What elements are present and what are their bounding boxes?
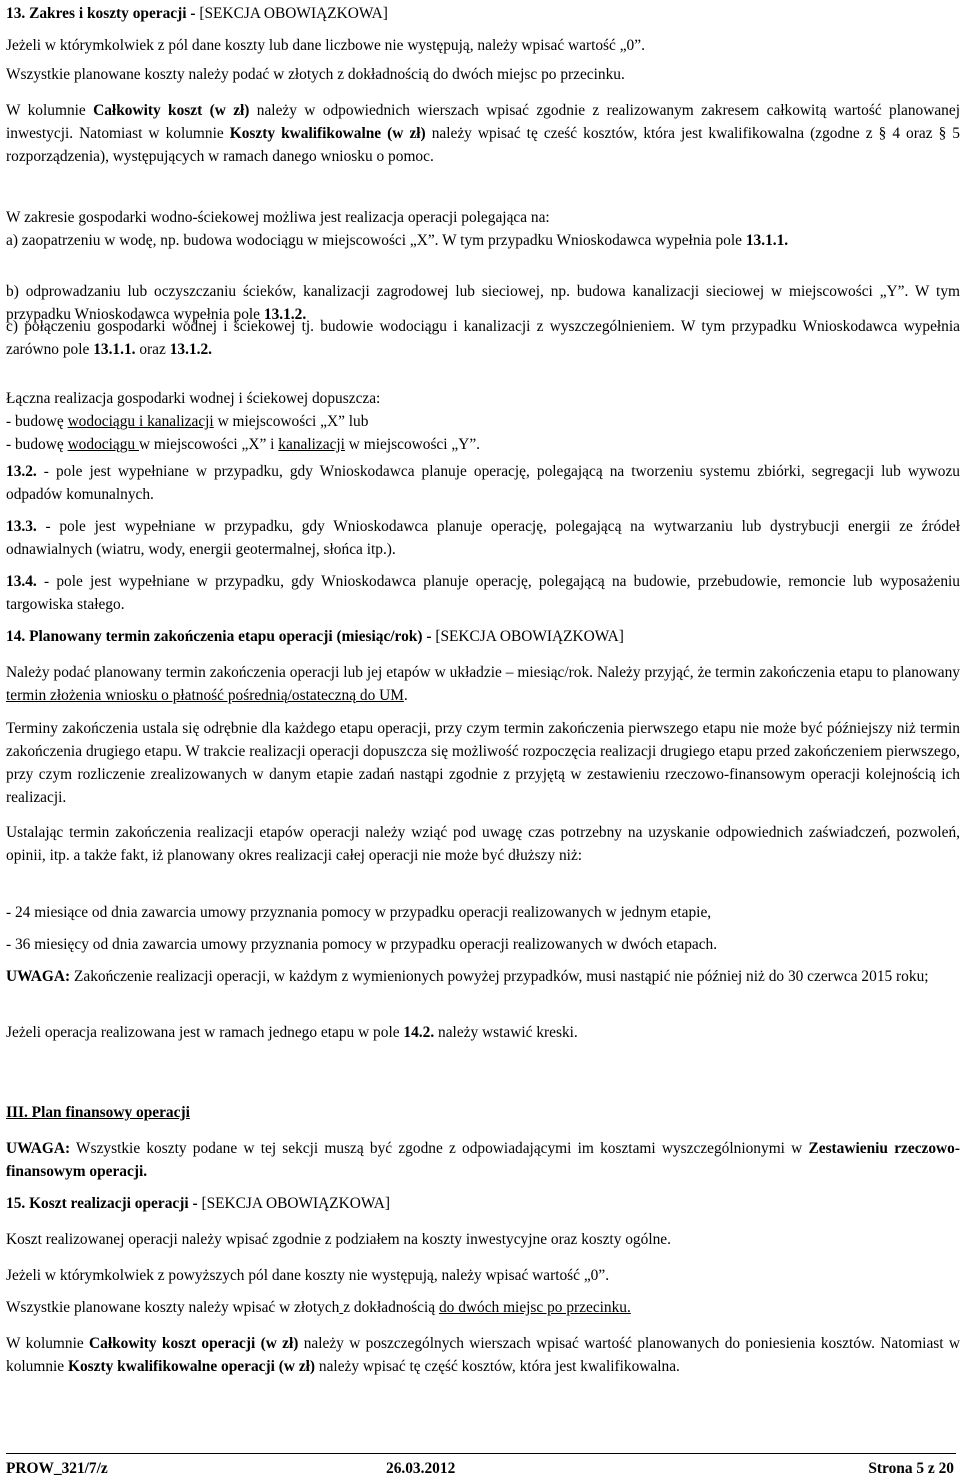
section-13-heading: 13. Zakres i koszty operacji - [SEKCJA OBOWIĄZKOWA]	[6, 5, 388, 22]
paragraph: Należy podać planowany termin zakończenia operacji lub jej etapów w układzie – miesiąc/rok. Należy przyjąć, że termin zakończenia etapu to planowany termin złożenia wniosku o płatność pośrednią/ostateczną do UM.	[6, 664, 960, 704]
paragraph: Jeżeli w którymkolwiek z pól dane koszty lub dane liczbowe nie występują, należy wpisać wartość „0”.	[6, 37, 645, 54]
footer-date: 26.03.2012	[386, 1460, 456, 1477]
section-14-heading: 14. Planowany termin zakończenia etapu operacji (miesiąc/rok) - [SEKCJA OBOWIĄZKOWA]	[6, 628, 624, 645]
footer-form-code: PROW_321/7/z	[6, 1460, 108, 1477]
paragraph: Jeżeli w którymkolwiek z powyższych pól dane koszty nie występują, należy wpisać wartość „0”.	[6, 1267, 610, 1284]
paragraph: W kolumnie Całkowity koszt (w zł) należy w odpowiednich wierszach wpisać zgodnie z realizowanym zakresem całkowitą wartość planowanej inwestycji. Natomiast w kolumnie Koszty kwalifikowalne (w zł) należy wpisać tę cześć kosztów, która jest kwalifikowalna (zgodne z § 4 oraz § 5 rozporządzenia), występujących w ramach danego wniosku o pomoc.	[6, 102, 960, 165]
section-15-heading: 15. Koszt realizacji operacji - [SEKCJA OBOWIĄZKOWA]	[6, 1195, 390, 1212]
warning-paragraph: UWAGA: Zakończenie realizacji operacji, w każdym z wymienionych powyżej przypadków, musi nastąpić nie później niż do 30 czerwca 2015 roku;	[6, 968, 929, 985]
warning-paragraph: UWAGA: Wszystkie koszty podane w tej sekcji muszą być zgodne z odpowiadającymi im kosztami wyszczególnionymi w Zestawieniu rzeczowo-finansowym operacji.	[6, 1140, 960, 1180]
paragraph: Wszystkie planowane koszty należy podać w złotych z dokładnością do dwóch miejsc po przecinku.	[6, 66, 625, 83]
list-item: - budowę wodociągu i kanalizacji w miejscowości „X” lub	[6, 413, 369, 430]
footer-divider	[6, 1453, 956, 1454]
paragraph: Wszystkie planowane koszty należy wpisać w złotych z dokładnością do dwóch miejsc po przecinku.	[6, 1299, 631, 1316]
paragraph: W zakresie gospodarki wodno-ściekowej możliwa jest realizacja operacji polegająca na:	[6, 209, 550, 226]
list-item: b) odprowadzaniu lub oczyszczaniu ścieków, kanalizacji zagrodowej lub sieciowej, np. budowa kanalizacji sieciowej w miejscowości „Y”. W tym przypadku Wnioskodawca wypełnia pole 13.1.2.	[6, 283, 960, 323]
list-item: a) zaopatrzeniu w wodę, np. budowa wodociągu w miejscowości „X”. W tym przypadku Wnioskodawca wypełnia pole 13.1.1.	[6, 232, 789, 249]
list-item: - 36 miesięcy od dnia zawarcia umowy przyznania pomocy w przypadku operacji realizowanych w dwóch etapach.	[6, 936, 718, 953]
list-item: c) połączeniu gospodarki wodnej i ściekowej tj. budowie wodociągu i kanalizacji z wyszczególnieniem. W tym przypadku Wnioskodawca wypełnia zarówno pole 13.1.1. oraz 13.1.2.	[6, 318, 960, 358]
list-item: - budowę wodociągu w miejscowości „X” i kanalizacji w miejscowości „Y”.	[6, 436, 481, 453]
paragraph: 13.4. - pole jest wypełniane w przypadku, gdy Wnioskodawca planuje operację, polegającą na budowie, przebudowie, remoncie lub wyposażeniu targowiska stałego.	[6, 573, 960, 613]
paragraph: 13.2. - pole jest wypełniane w przypadku, gdy Wnioskodawca planuje operację, polegającą na tworzeniu systemu zbiórki, segregacji lub wywozu odpadów komunalnych.	[6, 463, 960, 503]
paragraph: Terminy zakończenia ustala się odrębnie dla każdego etapu operacji, przy czym termin zakończenia pierwszego etapu nie może być późniejszy niż termin zakończenia drugiego etapu. W trakcie realizacji operacji dopuszcza się możliwość rozpoczęcia realizacji drugiego etapu przed zakończeniem pierwszego, przy czym rozliczenie zrealizowanych w danym etapie zadań nastąpi zgodnie z przyjętą w zestawieniu rzeczowo-finansowym operacji kolejnością ich realizacji.	[6, 720, 960, 806]
paragraph: Ustalając termin zakończenia realizacji etapów operacji należy wziąć pod uwagę czas potrzebny na uzyskanie odpowiednich zaświadczeń, pozwoleń, opinii, itp. a także fakt, iż planowany okres realizacji całej operacji nie może być dłuższy niż:	[6, 824, 960, 864]
section-iii-heading: III. Plan finansowy operacji	[6, 1104, 190, 1121]
paragraph: 13.3. - pole jest wypełniane w przypadku, gdy Wnioskodawca planuje operację, polegającą na wytwarzaniu lub dystrybucji energii ze źródeł odnawialnych (wiatru, wody, energii geotermalnej, słońca itp.).	[6, 518, 960, 558]
paragraph: W kolumnie Całkowity koszt operacji (w zł) należy w poszczególnych wierszach wpisać wartość planowanych do poniesienia kosztów. Natomiast w kolumnie Koszty kwalifikowalne operacji (w zł) należy wpisać tę część kosztów, która jest kwalifikowalna.	[6, 1335, 960, 1375]
paragraph: Jeżeli operacja realizowana jest w ramach jednego etapu w pole 14.2. należy wstawić kreski.	[6, 1024, 578, 1041]
list-item: - 24 miesiące od dnia zawarcia umowy przyznania pomocy w przypadku operacji realizowanych w jednym etapie,	[6, 904, 712, 921]
paragraph: Łączna realizacja gospodarki wodnej i ściekowej dopuszcza:	[6, 390, 381, 407]
paragraph: Koszt realizowanej operacji należy wpisać zgodnie z podziałem na koszty inwestycyjne oraz koszty ogólne.	[6, 1231, 671, 1248]
footer-page-number: Strona 5 z 20	[868, 1460, 954, 1477]
